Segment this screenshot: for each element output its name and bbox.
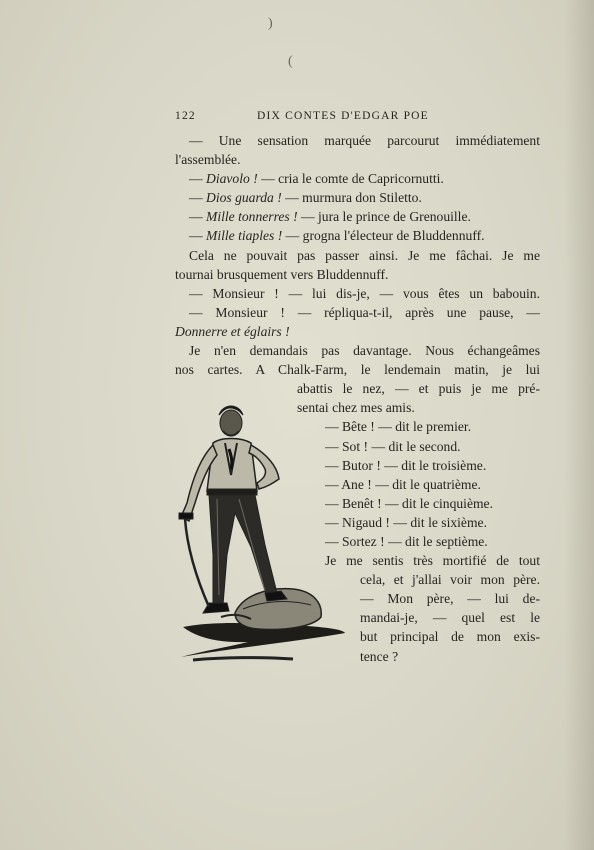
text-line bbox=[175, 322, 540, 341]
text-run: — Bête ! — dit le premier. bbox=[325, 419, 472, 435]
scan-speck: ) bbox=[268, 16, 273, 31]
text-line bbox=[175, 150, 540, 169]
text-line bbox=[175, 265, 540, 284]
text-run: — Nigaud ! — dit le sixième. bbox=[325, 514, 487, 530]
text-line bbox=[175, 284, 540, 303]
text-line bbox=[175, 341, 540, 360]
text-run: — Benêt ! — dit le cinquième. bbox=[325, 495, 493, 511]
duelist-illustration bbox=[173, 395, 353, 675]
text-run: tournai brusquement vers Bluddennuff. bbox=[175, 266, 389, 282]
text-line bbox=[175, 188, 540, 207]
text-run: — cria le comte de Capricornutti. bbox=[257, 171, 444, 187]
text-run: — Monsieur ! — lui dis-je, — vous êtes un babouin. bbox=[189, 285, 540, 301]
page-number: 122 bbox=[175, 110, 196, 122]
running-title: DIX CONTES D'EDGAR POE bbox=[257, 110, 429, 122]
text-line bbox=[175, 169, 540, 188]
text-run: — Ane ! — dit le quatrième. bbox=[325, 476, 481, 492]
text-run: nos cartes. A Chalk-Farm, le lendemain matin, je lui bbox=[175, 362, 540, 378]
text-run: — murmura don Stiletto. bbox=[281, 190, 422, 206]
text-run: Je me sentis très mortifié de tout bbox=[325, 553, 540, 569]
italic-text-run: Diavolo ! bbox=[206, 171, 258, 187]
text-run: tence ? bbox=[360, 648, 399, 664]
text-run: — Monsieur ! — répliqua-t-il, après une pause, — bbox=[189, 304, 540, 320]
text-run: abattis le nez, — et puis je me pré- bbox=[297, 381, 540, 397]
text-run: sentai chez mes amis. bbox=[297, 400, 415, 416]
text-run: — jura le prince de Grenouille. bbox=[297, 209, 471, 225]
text-line bbox=[175, 303, 540, 322]
italic-text-run: Mille tiaples ! bbox=[206, 228, 283, 244]
text-run: mandai-je, — quel est le bbox=[360, 610, 540, 626]
running-header bbox=[175, 110, 540, 126]
scan-speck: ( bbox=[288, 54, 293, 69]
page-edge-shadow bbox=[564, 0, 594, 850]
italic-text-run: Mille tonnerres ! bbox=[206, 209, 298, 225]
text-run: — grogna l'électeur de Bluddennuff. bbox=[282, 228, 485, 244]
text-run: — bbox=[189, 190, 206, 206]
text-line bbox=[175, 226, 540, 245]
text-run: but principal de mon exis- bbox=[360, 629, 540, 645]
text-run: — bbox=[189, 209, 206, 225]
text-run: — bbox=[189, 228, 206, 244]
text-run: — Sortez ! — dit le septième. bbox=[325, 533, 488, 549]
text-line bbox=[175, 131, 540, 150]
italic-text-run: Donnerre et églairs ! bbox=[175, 323, 290, 339]
text-run: — Sot ! — dit le second. bbox=[325, 438, 461, 454]
text-line bbox=[175, 207, 540, 226]
text-line bbox=[175, 246, 540, 265]
text-line bbox=[175, 360, 540, 379]
text-run: l'assemblée. bbox=[175, 152, 241, 168]
text-run: — Mon père, — lui de- bbox=[360, 591, 540, 607]
text-run: — Une sensation marquée parcourut immédiatement bbox=[189, 133, 540, 148]
italic-text-run: Dios guarda ! bbox=[206, 190, 282, 206]
text-run: Je n'en demandais pas davantage. Nous échangeâmes bbox=[189, 343, 540, 359]
text-run: — Butor ! — dit le troisième. bbox=[325, 457, 487, 473]
text-run: — bbox=[189, 171, 206, 187]
text-run: Cela ne pouvait pas passer ainsi. Je me fâchai. Je me bbox=[189, 247, 540, 263]
text-run: cela, et j'allai voir mon père. bbox=[360, 572, 540, 588]
